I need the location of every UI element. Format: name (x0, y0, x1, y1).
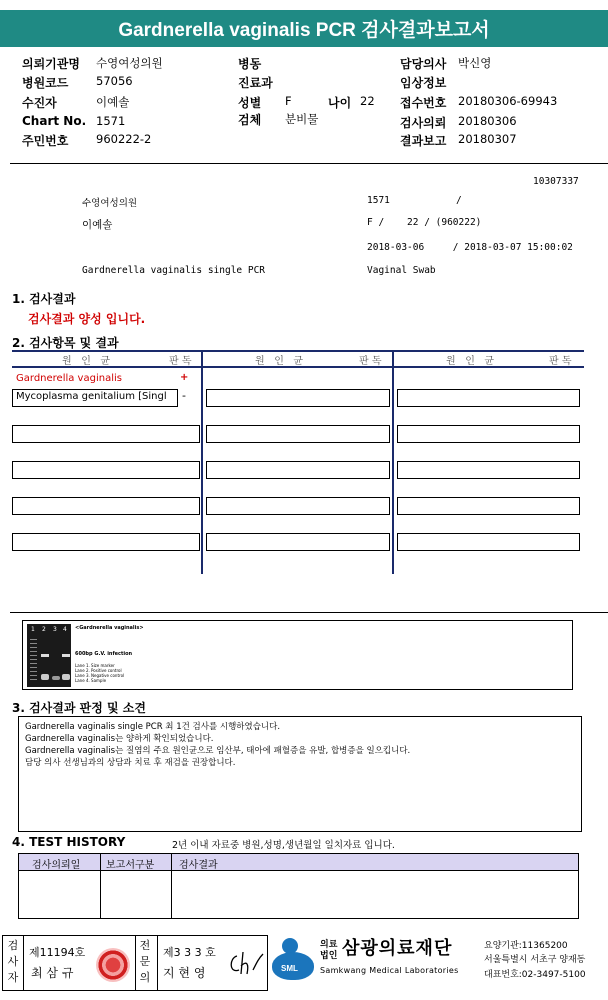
info-chart: 1571 (367, 195, 390, 206)
header-label: 의뢰기관명 (22, 57, 80, 71)
col-header-judge: 판 독 (169, 356, 192, 367)
history-col-header: 검사의뢰일 (32, 860, 81, 871)
opinion-box (18, 716, 582, 832)
empty-cell (397, 533, 580, 551)
empty-cell (206, 425, 390, 443)
header-label: 검체 (238, 113, 262, 127)
header-label: 병동 (238, 57, 262, 71)
empty-cell (12, 533, 200, 551)
header-value: 분비물 (285, 112, 319, 126)
org-name: 삼광의료재단 (342, 938, 453, 959)
inspector-label: 검사자 (7, 939, 19, 984)
history-table (18, 853, 579, 919)
organism-name: Gardnerella vaginalis (16, 373, 122, 384)
header-divider (10, 163, 608, 164)
header-label: Chart No. (22, 114, 87, 128)
header-label: 성별 (238, 96, 262, 110)
info-chart-slash: / (456, 195, 462, 206)
gel-band (62, 674, 70, 680)
info-specimen: Vaginal Swab (367, 265, 436, 276)
history-note: 2년 이내 자료중 병원,성명,생년월일 일치자료 입니다. (172, 840, 395, 851)
header-value: 이예솔 (96, 95, 130, 109)
empty-cell (397, 461, 580, 479)
logo-text: SML (281, 964, 298, 973)
header-label: 진료과 (238, 76, 273, 90)
org-code: 요양기관:11365200 (484, 941, 568, 951)
opinion-line: Gardnerella vaginalis는 질염의 주요 원인균으로 임산부, 태아에 패혈증을 유발, 합병증을 일으킵니다. (25, 746, 411, 756)
col-header-organism: 원 인 균 (62, 356, 111, 367)
empty-cell (206, 533, 390, 551)
header-value: 22 (360, 94, 375, 108)
col-header-judge: 판 독 (359, 356, 382, 367)
header-label: 접수번호 (400, 96, 447, 110)
doctor-name: 지 현 영 (163, 966, 206, 980)
header-label: 병원코드 (22, 76, 69, 90)
section3-title: 3. 검사결과 판정 및 소견 (12, 701, 146, 715)
col-header-judge: 판 독 (549, 356, 572, 367)
header-label: 나이 (328, 96, 352, 110)
opinion-line: Gardnerella vaginalis는 양하게 확인되었습니다. (25, 734, 214, 744)
empty-cell (12, 497, 200, 515)
opinion-line: Gardnerella vaginalis single PCR 최 1건 검사를 시행하였습니다. (25, 722, 281, 732)
judge-value: - (182, 389, 186, 402)
organism-name: Mycoplasma genitalium [Singl (12, 389, 178, 407)
org-phone: 대표번호:02-3497-5100 (484, 970, 586, 980)
org-prefix: 의료법인 (320, 940, 338, 961)
header-value: 20180306 (458, 114, 517, 128)
gel-title: <Gardnerella vaginalis> (75, 625, 144, 631)
section2-title: 2. 검사항목 및 결과 (12, 336, 119, 350)
ladder-lane (30, 636, 37, 680)
doctor-no: 제3 3 3 호 (163, 946, 216, 959)
header-label: 담당의사 (400, 57, 447, 71)
history-col-header: 검사결과 (179, 860, 218, 871)
gel-band-label: 600bp G.V. infection (75, 651, 133, 657)
gel-image: 1 2 3 4 (27, 624, 71, 687)
header-value: 57056 (96, 74, 133, 88)
gel-panel (22, 620, 573, 690)
signature-block (2, 935, 268, 991)
org-address: 서울특별시 서초구 양재동 (484, 955, 586, 965)
gel-band (41, 674, 49, 680)
gel-band (41, 654, 49, 657)
history-col-header: 보고서구분 (106, 860, 155, 871)
info-test: Gardnerella vaginalis single PCR (82, 265, 266, 276)
section1-title: 1. 검사결과 (12, 292, 76, 306)
header-value: 수영여성의원 (96, 56, 163, 70)
empty-cell (397, 497, 580, 515)
opinion-line: 담당 의사 선생님과의 상담과 치료 후 재검을 권장합니다. (25, 758, 236, 768)
header-value: 960222-2 (96, 132, 152, 146)
signature-icon (225, 948, 265, 980)
col-header-organism: 원 인 균 (446, 356, 495, 367)
empty-cell (397, 425, 580, 443)
info-sex-age: F / 22 / (960222) (367, 217, 482, 228)
inspector-name: 최 삼 규 (31, 966, 74, 980)
info-dates: 2018-03-06 / 2018-03-07 15:00:02 (367, 242, 573, 253)
header-label: 결과보고 (400, 134, 447, 148)
empty-cell (397, 389, 580, 407)
gel-legend: Lane 1. Size marker Lane 2. Positive control Lane 3. Negative control Lane 4. Sample (75, 663, 125, 683)
report-id: 10307337 (533, 176, 579, 187)
seal-stamp (96, 948, 130, 982)
header-value: 박신영 (458, 56, 492, 70)
col-header-organism: 원 인 균 (255, 356, 304, 367)
header-value: F (285, 94, 292, 108)
empty-cell (206, 497, 390, 515)
empty-cell (12, 461, 200, 479)
info-patient: 이예솔 (82, 219, 113, 231)
empty-cell (206, 461, 390, 479)
doctor-label: 전문의 (139, 939, 151, 984)
header-value: 1571 (96, 114, 126, 128)
header-label: 검사의뢰 (400, 116, 447, 130)
info-hospital: 수영여성의원 (82, 198, 138, 209)
header-block (0, 52, 608, 162)
section-divider (10, 612, 608, 613)
table-row (14, 372, 200, 388)
header-value: 20180306-69943 (458, 94, 558, 108)
result-summary: 검사결과 양성 입니다. (28, 312, 146, 326)
empty-cell (12, 425, 200, 443)
section4-title: 4. TEST HISTORY (12, 835, 126, 849)
empty-cell (206, 389, 390, 407)
report-title: Gardnerella vaginalis PCR 검사결과보고서 (0, 10, 608, 47)
header-label: 임상정보 (400, 76, 447, 90)
header-label: 주민번호 (22, 134, 69, 148)
results-table (12, 350, 584, 572)
inspector-no: 제11194호 (29, 946, 86, 959)
gel-band (62, 654, 70, 657)
gel-band (52, 676, 60, 680)
header-label: 수진자 (22, 96, 57, 110)
header-value: 20180307 (458, 132, 517, 146)
sml-logo-icon (272, 938, 316, 984)
org-en: Samkwang Medical Laboratories (320, 966, 459, 975)
judge-value: + (180, 372, 189, 383)
